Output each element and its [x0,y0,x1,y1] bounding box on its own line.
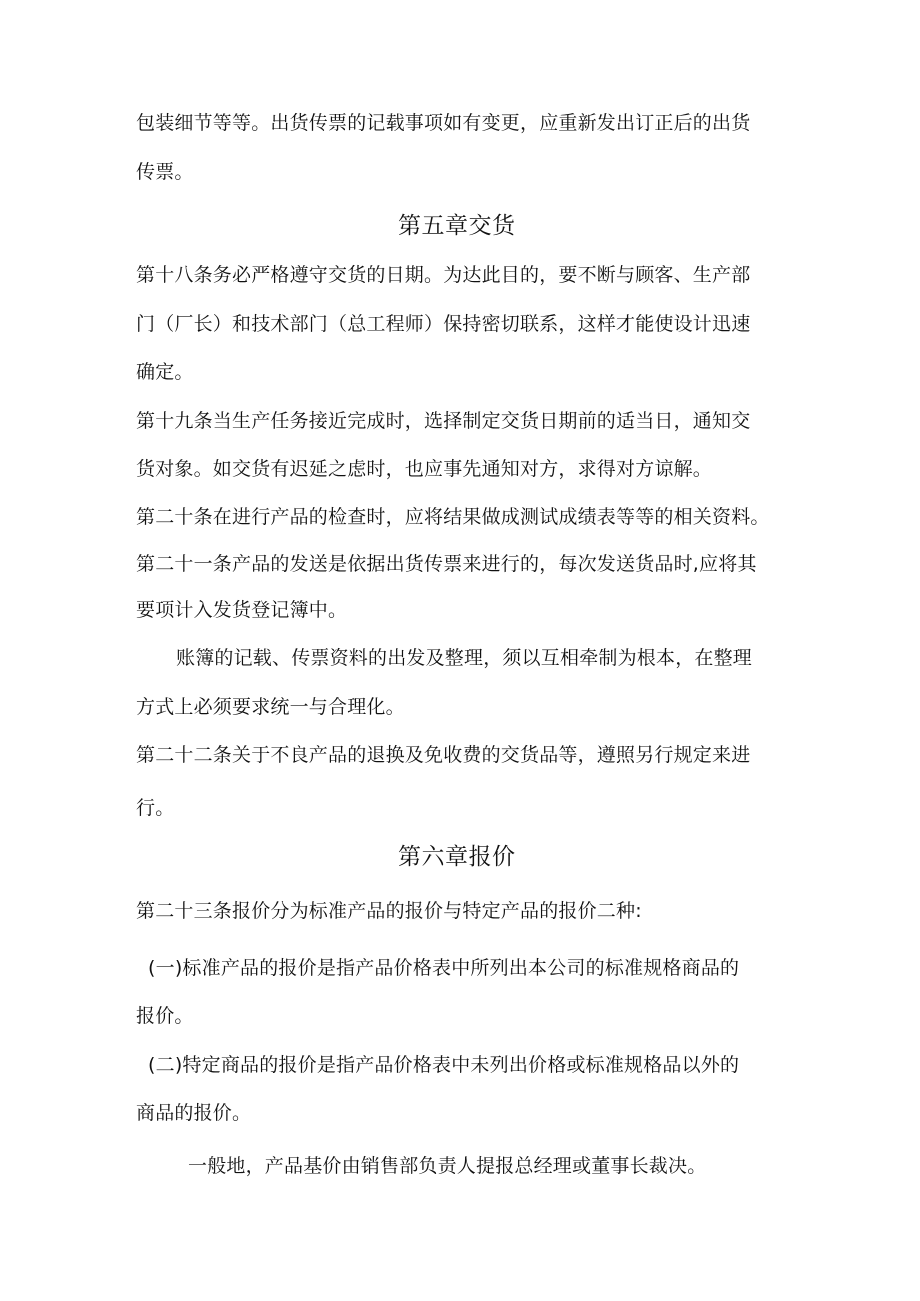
article-19-line-2: 货对象。如交货有迟延之虑时，也应事先通知对方，求得对方谅解。 [136,458,713,480]
chapter-6-title: 第六章报价 [398,844,516,870]
intro-line-2: 传票。 [136,161,194,183]
item-2-line-2: 商品的报价。 [136,1102,252,1124]
ledger-note-line-2: 方式上必须要求统一与合理化。 [136,696,405,718]
intro-line-1: 包装细节等等。出货传票的记载事项如有变更，应重新发出订正后的出货 [136,112,751,134]
article-23-line-1: 第二十三条报价分为标准产品的报价与特定产品的报价二种: [136,900,642,922]
article-19-line-1: 第十九条当生产任务接近完成时，选择制定交货日期前的适当日，通知交 [136,410,751,432]
item-2-line-1: (二)特定商品的报价是指产品价格表中未列出价格或标准规格品以外的 [148,1054,740,1076]
article-22-line-2: 行。 [136,797,175,819]
article-21-line-2: 要项计入发货登记簿中。 [136,599,348,621]
article-21-line-1: 第二十一条产品的发送是依据出货传票来进行的，每次发送货品时,应将其 [136,553,757,575]
item-1-line-1: (一)标准产品的报价是指产品价格表中所列出本公司的标准规格商品的 [148,957,740,979]
article-22-line-1: 第二十二条关于不良产品的退换及免收费的交货品等，遵照另行规定来进 [136,744,751,766]
article-18-line-1: 第十八条务必严格遵守交货的日期。为达此目的，要不断与顾客、生产部 [136,264,751,286]
closing-line-1: 一般地，产品基价由销售部负责人提报总经理或董事长裁决。 [188,1155,707,1177]
article-18-line-2: 门（厂长）和技术部门（总工程师）保持密切联系，这样才能使设计迅速 [136,313,751,335]
article-20-line-1: 第二十条在进行产品的检查时，应将结果做成测试成绩表等等的相关资料。 [136,506,770,528]
chapter-5-title: 第五章交货 [398,213,516,239]
article-18-line-3: 确定。 [136,361,194,383]
ledger-note-line-1: 账簿的记载、传票资料的出发及整理，须以互相牵制为根本，在整理 [176,647,753,669]
item-1-line-2: 报价。 [136,1005,194,1027]
